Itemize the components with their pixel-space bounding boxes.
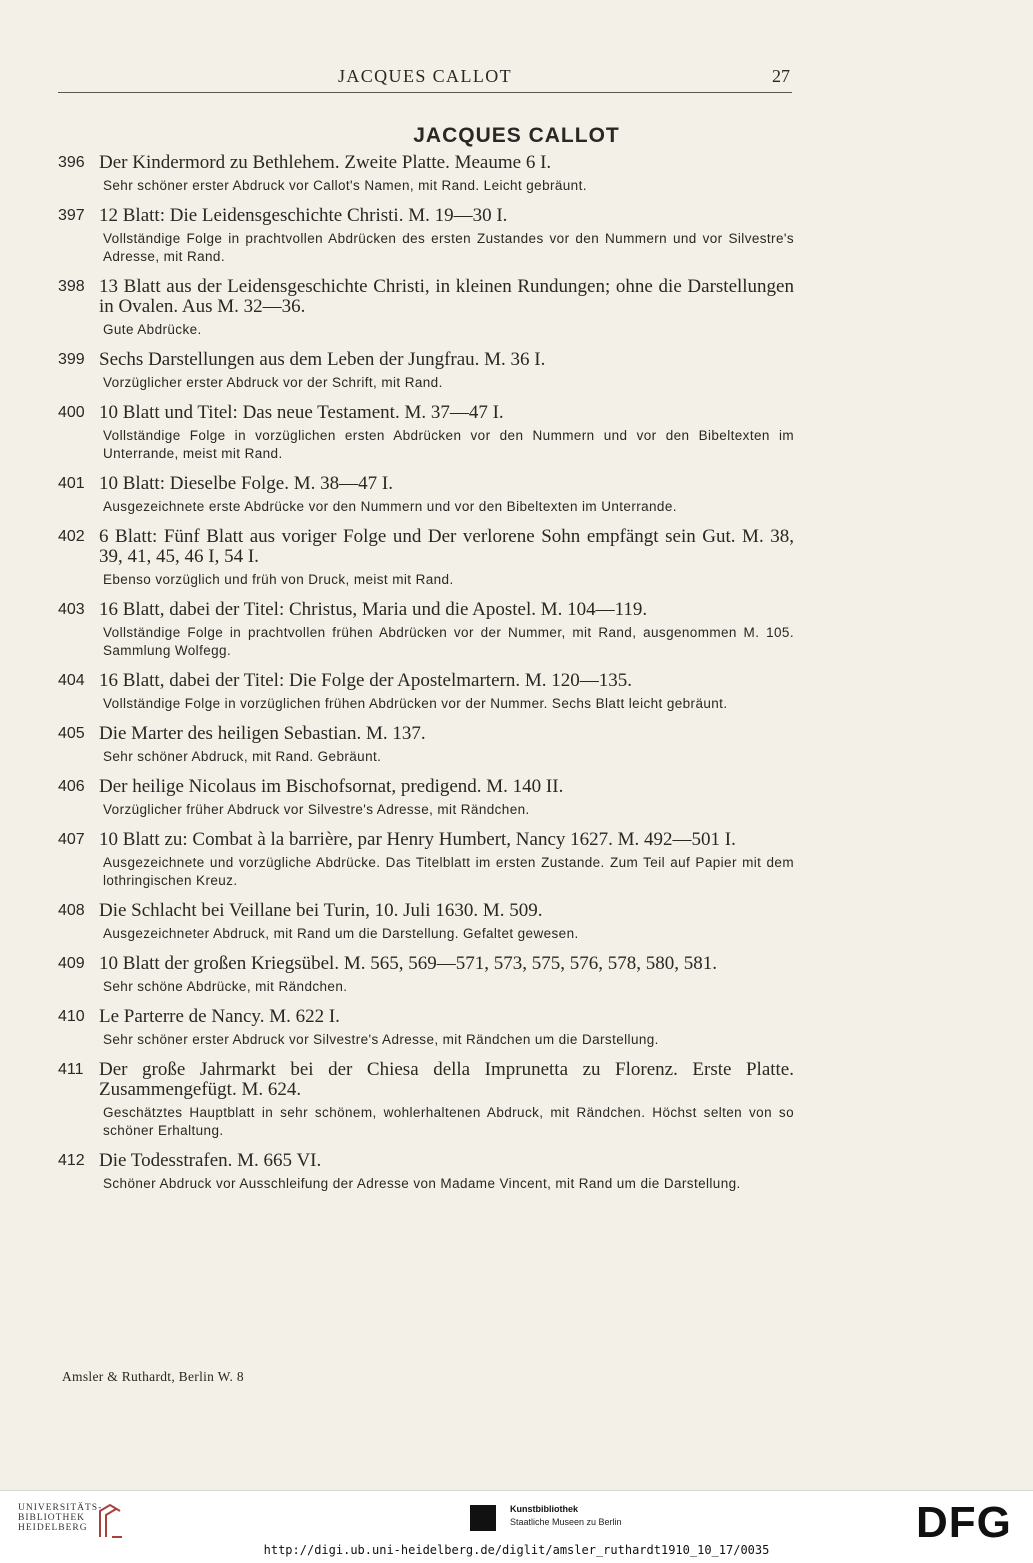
- entry-number: 412: [58, 1152, 85, 1169]
- section-title: JACQUES CALLOT: [413, 124, 620, 147]
- catalog-entries: [58, 153, 794, 1204]
- running-header: [58, 66, 792, 93]
- entry-number: 409: [58, 955, 85, 972]
- entry-number: 410: [58, 1008, 85, 1025]
- entry-title: 10 Blatt zu: Combat à la barrière, par Henry Humbert, Nancy 1627. M. 492—501 I.: [99, 829, 736, 850]
- ub-logo-line: BIBLIOTHEK: [18, 1513, 85, 1523]
- catalog-entry: [58, 277, 794, 339]
- catalog-entry: [58, 153, 794, 195]
- kunstbibliothek-logo: [470, 1503, 670, 1543]
- entry-note: Ebenso vorzüglich und früh von Druck, meist mit Rand.: [103, 572, 454, 587]
- entry-number: 402: [58, 528, 85, 545]
- entry-note: Vollständige Folge in prachtvollen frühen Abdrücken vor der Nummer, mit Rand, ausgenommen M. 105. Sammlung Wolfegg.: [103, 625, 794, 658]
- entry-number: 403: [58, 601, 85, 618]
- ub-logo-line: UNIVERSITÄTS-: [18, 1503, 103, 1513]
- entry-title: Die Todesstrafen. M. 665 VI.: [99, 1150, 322, 1171]
- entry-note: Sehr schöner erster Abdruck vor Callot's Namen, mit Rand. Leicht gebräunt.: [103, 178, 587, 193]
- digitization-footer: [0, 1490, 1033, 1563]
- entry-note: Vorzüglicher erster Abdruck vor der Schrift, mit Rand.: [103, 375, 443, 390]
- catalog-entry: [58, 474, 794, 516]
- catalog-entry: [58, 830, 794, 890]
- entry-number: 397: [58, 207, 85, 224]
- entry-note: Sehr schöne Abdrücke, mit Rändchen.: [103, 979, 348, 994]
- kb-logo-name: Kunstbibliothek: [510, 1504, 578, 1514]
- entry-title: Le Parterre de Nancy. M. 622 I.: [99, 1006, 340, 1027]
- entry-number: 398: [58, 278, 85, 295]
- entry-number: 399: [58, 351, 85, 368]
- entry-number: 407: [58, 831, 85, 848]
- entry-number: 408: [58, 902, 85, 919]
- entry-number: 401: [58, 475, 85, 492]
- kunstbibliothek-icon: [470, 1505, 496, 1531]
- catalog-entry: [58, 1060, 794, 1140]
- entry-number: 404: [58, 672, 85, 689]
- catalog-entry: [58, 724, 794, 766]
- entry-number: 400: [58, 404, 85, 421]
- entry-note: Ausgezeichneter Abdruck, mit Rand um die Darstellung. Gefaltet gewesen.: [103, 926, 579, 941]
- entry-title: Der große Jahrmarkt bei der Chiesa della Imprunetta zu Florenz. Erste Platte. Zusammengefügt. M. 624.: [99, 1059, 794, 1100]
- catalog-entry: [58, 206, 794, 266]
- ub-logo-line: HEIDELBERG: [18, 1523, 88, 1533]
- catalog-entry: [58, 954, 794, 996]
- entry-title: 16 Blatt, dabei der Titel: Die Folge der Apostelmartern. M. 120—135.: [99, 670, 632, 691]
- entry-note: Sehr schöner Abdruck, mit Rand. Gebräunt.: [103, 749, 382, 764]
- catalog-entry: [58, 350, 794, 392]
- entry-note: Ausgezeichnete erste Abdrücke vor den Nummern und vor den Bibeltexten im Unterrande.: [103, 499, 677, 514]
- entry-title: 13 Blatt aus der Leidensgeschichte Christi, in kleinen Rundungen; ohne die Darstellungen in Ovalen. Aus M. 32—36.: [99, 276, 794, 317]
- entry-title: 10 Blatt der großen Kriegsübel. M. 565, 569—571, 573, 575, 576, 578, 580, 581.: [99, 953, 717, 974]
- publisher-line: Amsler & Ruthardt, Berlin W. 8: [62, 1369, 244, 1384]
- entry-title: 6 Blatt: Fünf Blatt aus voriger Folge und Der verlorene Sohn empfängt sein Gut. M. 38, 39, 41, 45, 46 I, 54 I.: [99, 526, 794, 567]
- entry-note: Vollständige Folge in vorzüglichen ersten Abdrücken vor den Nummern und vor den Bibeltexten im Unterrande, meist mit Rand.: [103, 428, 794, 461]
- catalog-entry: [58, 403, 794, 463]
- entry-note: Sehr schöner erster Abdruck vor Silvestre's Adresse, mit Rändchen um die Darstellung.: [103, 1032, 659, 1047]
- catalog-entry: [58, 901, 794, 943]
- entry-title: 12 Blatt: Die Leidensgeschichte Christi. M. 19—30 I.: [99, 205, 508, 226]
- entry-note: Vorzüglicher früher Abdruck vor Silvestre's Adresse, mit Rändchen.: [103, 802, 530, 817]
- catalog-entry: [58, 600, 794, 660]
- entry-title: 10 Blatt und Titel: Das neue Testament. M. 37—47 I.: [99, 402, 504, 423]
- entry-number: 405: [58, 725, 85, 742]
- entry-note: Schöner Abdruck vor Ausschleifung der Adresse von Madame Vincent, mit Rand um die Darstellung.: [103, 1176, 741, 1191]
- ub-emblem-icon: [96, 1503, 126, 1539]
- entry-title: Sechs Darstellungen aus dem Leben der Jungfrau. M. 36 I.: [99, 349, 546, 370]
- entry-note: Ausgezeichnete und vorzügliche Abdrücke. Das Titelblatt im ersten Zustande. Zum Teil auf Papier mit dem lothringischen Kreuz.: [103, 855, 794, 888]
- page-number: 27: [772, 66, 790, 86]
- kb-logo-subtitle: Staatliche Museen zu Berlin: [510, 1517, 622, 1527]
- catalog-entry: [58, 777, 794, 819]
- entry-title: Die Schlacht bei Veillane bei Turin, 10. Juli 1630. M. 509.: [99, 900, 543, 921]
- entry-title: 10 Blatt: Dieselbe Folge. M. 38—47 I.: [99, 473, 393, 494]
- entry-number: 396: [58, 154, 85, 171]
- catalog-entry: [58, 671, 794, 713]
- catalog-entry: [58, 1151, 794, 1193]
- source-url[interactable]: http://digi.ub.uni-heidelberg.de/diglit/amsler_ruthardt1910_10_17/0035: [263, 1543, 770, 1557]
- catalog-entry: [58, 1007, 794, 1049]
- ub-heidelberg-logo: [18, 1503, 102, 1533]
- entry-title: Die Marter des heiligen Sebastian. M. 137.: [99, 723, 426, 744]
- dfg-logo: DFG: [916, 1498, 1012, 1547]
- entry-title: Der Kindermord zu Bethlehem. Zweite Platte. Meaume 6 I.: [99, 152, 552, 173]
- entry-title: 16 Blatt, dabei der Titel: Christus, Maria und die Apostel. M. 104—119.: [99, 599, 648, 620]
- entry-number: 411: [58, 1061, 84, 1078]
- entry-title: Der heilige Nicolaus im Bischofsornat, predigend. M. 140 II.: [99, 776, 564, 797]
- entry-number: 406: [58, 778, 85, 795]
- running-title: JACQUES CALLOT: [337, 66, 513, 86]
- entry-note: Vollständige Folge in vorzüglichen frühen Abdrücken vor der Nummer. Sechs Blatt leicht gebräunt.: [103, 696, 728, 711]
- entry-note: Geschätztes Hauptblatt in sehr schönem, wohlerhaltenen Abdruck, mit Rändchen. Höchst selten von so schöner Erhaltung.: [103, 1105, 794, 1138]
- entry-note: Gute Abdrücke.: [103, 322, 202, 337]
- catalog-entry: [58, 527, 794, 589]
- entry-note: Vollständige Folge in prachtvollen Abdrücken des ersten Zustandes vor den Nummern und vor Silvestre's Adresse, mit Rand.: [103, 231, 794, 264]
